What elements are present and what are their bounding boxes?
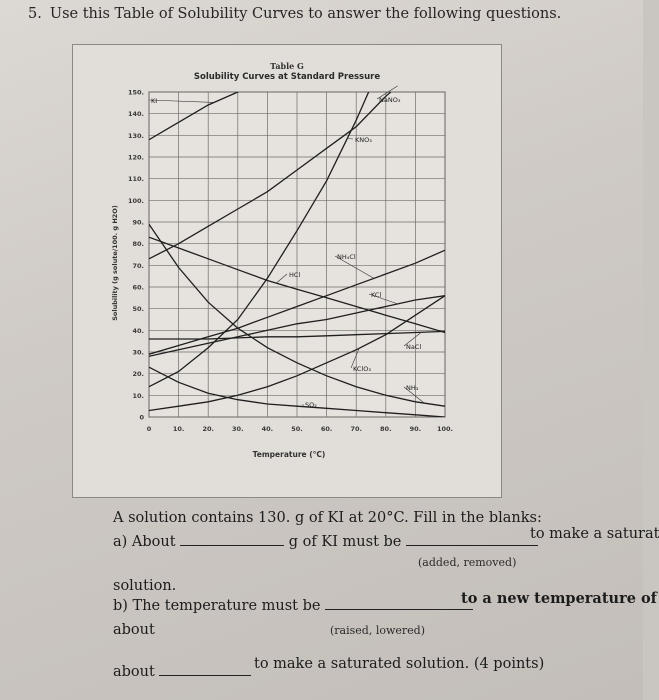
y-tick-label: 90. <box>132 218 144 227</box>
x-tick-label: 0 <box>146 425 152 433</box>
series-label-nacl: NaCl <box>406 343 422 351</box>
y-tick-label: 40. <box>132 326 144 335</box>
question-number: 5. <box>28 6 42 22</box>
series-label-nano3: NaNO₃ <box>379 96 401 104</box>
series-label-nh4cl: NH₄Cl <box>337 253 356 261</box>
series-label-kclo3: KClO₃ <box>353 365 371 373</box>
y-tick-label: 60. <box>132 283 144 292</box>
question-c-line <box>113 664 251 680</box>
y-tick-label: 10. <box>132 391 144 400</box>
question-b-hint: (raised, lowered) <box>330 624 425 637</box>
y-tick-label: 80. <box>132 240 144 249</box>
question-a-suffix: to make a saturat <box>530 526 659 542</box>
y-tick-label: 140. <box>127 110 144 119</box>
question-b-line <box>113 598 473 614</box>
series-label-so2: SO₂ <box>305 401 317 409</box>
blank-a-amount[interactable] <box>180 545 284 546</box>
blank-b-raised-lowered[interactable] <box>325 609 473 610</box>
question-b-about: about <box>113 622 155 638</box>
y-tick-label: 30. <box>132 348 144 357</box>
x-tick-label: 80. <box>380 425 392 433</box>
x-axis-ticks <box>147 425 453 433</box>
x-tick-label: 40. <box>261 425 274 433</box>
y-tick-label: 100. <box>127 196 144 205</box>
question-a-hint: (added, removed) <box>418 556 517 569</box>
y-tick-label: 130. <box>127 131 144 140</box>
question-b-suffix: to a new temperature of <box>461 590 657 607</box>
solubility-chart <box>73 45 501 497</box>
series-label-ki: KI <box>151 97 158 105</box>
x-tick-label: 10. <box>172 425 185 433</box>
x-tick-label: 90. <box>409 425 422 433</box>
blank-a-added-removed[interactable] <box>406 545 538 546</box>
x-tick-label: 60. <box>320 425 333 433</box>
series-label-hcl: HCl <box>289 271 301 279</box>
chart-subtitle: Solubility Curves at Standard Pressure <box>193 72 381 82</box>
question-heading <box>28 6 561 22</box>
series-label-kcl: KCl <box>371 291 382 299</box>
y-tick-label: 110. <box>127 175 144 184</box>
x-tick-label: 70. <box>350 425 362 433</box>
question-intro: A solution contains 130. g of KI at 20°C. Fill in the blanks: <box>113 510 542 526</box>
solution-word: solution. <box>113 578 177 594</box>
question-a-line <box>113 534 538 550</box>
question-a-middle: g of KI must be <box>288 534 402 550</box>
series-label-nh3: NH₃ <box>406 384 419 392</box>
y-tick-label: 70. <box>132 261 144 270</box>
y-tick-label: 0 <box>139 413 144 422</box>
y-tick-label: 20. <box>132 370 144 379</box>
y-axis-label: Solubility (g solute/100. g H2O) <box>111 205 119 321</box>
chart-title: Table G <box>270 61 304 71</box>
x-tick-label: 20. <box>202 425 214 433</box>
x-axis-label: Temperature (°C) <box>252 450 326 459</box>
x-tick-label: 50. <box>291 425 303 433</box>
question-a-prefix: a) About <box>113 534 176 550</box>
y-tick-label: 50. <box>132 305 144 314</box>
x-tick-label: 30. <box>232 425 244 433</box>
question-heading-text: Use this Table of Solubility Curves to answer the following questions. <box>49 6 562 22</box>
y-axis-ticks <box>128 89 145 422</box>
series-label-kno3: KNO₃ <box>355 136 372 144</box>
y-tick-label: 120. <box>127 153 144 162</box>
question-c-suffix: to make a saturated solution. (4 points) <box>254 656 545 672</box>
question-c-about: about <box>113 664 155 680</box>
x-tick-label: 100. <box>436 425 454 433</box>
y-tick-label: 150. <box>127 88 144 97</box>
blank-c-temperature[interactable] <box>159 675 251 676</box>
question-b-prefix: b) The temperature must be <box>113 598 321 614</box>
chart-grid <box>149 92 445 417</box>
solubility-chart-panel <box>72 44 502 498</box>
